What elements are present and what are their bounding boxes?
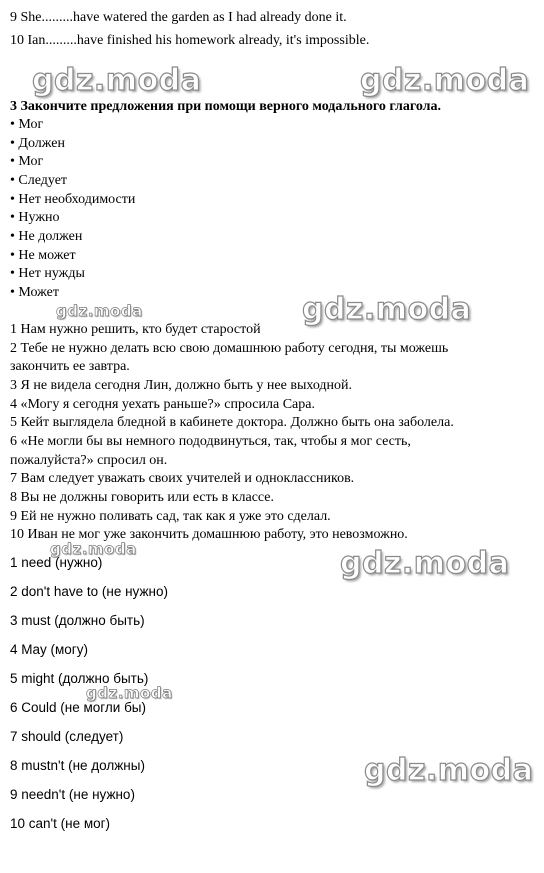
translation-line: пожалуйста?» спросил он. bbox=[10, 453, 168, 468]
watermark-logo: gdz.moda bbox=[32, 63, 202, 98]
translation-line: 9 Ей не нужно поливать сад, так как я уже это сделал. bbox=[10, 509, 331, 524]
translation-line: 6 «Не могли бы вы немного пододвинуться, так, чтобы я мог сесть, bbox=[10, 434, 411, 449]
translation-line: 1 Нам нужно решить, кто будет старостой bbox=[10, 322, 261, 337]
watermark-logo: gdz.moda bbox=[50, 540, 137, 558]
exercise-line-9: 9 She.........have watered the garden as I had already done it. bbox=[10, 10, 347, 25]
task-title: 3 Закончите предложения при помощи верного модального глагола. bbox=[10, 99, 442, 114]
answer-item: 9 needn't (не нужно) bbox=[10, 787, 135, 802]
answer-item: 6 Could (не могли бы) bbox=[10, 700, 147, 715]
option-item: • Нет необходимости bbox=[10, 192, 136, 207]
answer-item: 3 must (должно быть) bbox=[10, 613, 145, 628]
answer-item: 2 don't have to (не нужно) bbox=[10, 584, 168, 599]
option-item: • Должен bbox=[10, 136, 65, 151]
option-item: • Нужно bbox=[10, 210, 60, 225]
watermark-logo: gdz.moda bbox=[302, 292, 472, 327]
translation-line: 4 «Могу я сегодня уехать раньше?» спросила Сара. bbox=[10, 397, 315, 412]
watermark-logo: gdz.moda bbox=[360, 63, 530, 98]
answer-item: 4 May (могу) bbox=[10, 642, 88, 657]
watermark-logo: gdz.moda bbox=[340, 546, 510, 581]
translation-line: 2 Тебе не нужно делать всю свою домашнюю работу сегодня, ты можешь bbox=[10, 341, 449, 356]
watermark-logo: gdz.moda bbox=[86, 684, 173, 702]
translation-line: 8 Вы не должны говорить или есть в классе. bbox=[10, 490, 275, 505]
option-item: • Следует bbox=[10, 173, 68, 188]
answer-item: 7 should (следует) bbox=[10, 729, 124, 744]
translation-line: 7 Вам следует уважать своих учителей и одноклассников. bbox=[10, 471, 355, 486]
answer-item: 5 might (должно быть) bbox=[10, 671, 149, 686]
exercise-line-10: 10 Ian.........have finished his homework already, it's impossible. bbox=[10, 33, 370, 48]
option-item: • Мог bbox=[10, 154, 44, 169]
translation-line: 10 Иван не мог уже закончить домашнюю работу, это невозможно. bbox=[10, 527, 408, 542]
answer-item: 8 mustn't (не должны) bbox=[10, 758, 145, 773]
translation-line: 5 Кейт выглядела бледной в кабинете доктора. Должно быть она заболела. bbox=[10, 415, 454, 430]
answer-item: 1 need (нужно) bbox=[10, 555, 103, 570]
answer-item: 10 can't (не мог) bbox=[10, 816, 111, 831]
option-item: • Не должен bbox=[10, 229, 83, 244]
option-item: • Нет нужды bbox=[10, 266, 85, 281]
option-item: • Не может bbox=[10, 248, 76, 263]
translation-line: закончить ее завтра. bbox=[10, 359, 130, 374]
watermark-logo: gdz.moda bbox=[56, 302, 143, 320]
option-item: • Мог bbox=[10, 117, 44, 132]
translation-line: 3 Я не видела сегодня Лин, должно быть у нее выходной. bbox=[10, 378, 353, 393]
watermark-logo: gdz.moda bbox=[364, 753, 534, 788]
option-item: • Может bbox=[10, 285, 59, 300]
